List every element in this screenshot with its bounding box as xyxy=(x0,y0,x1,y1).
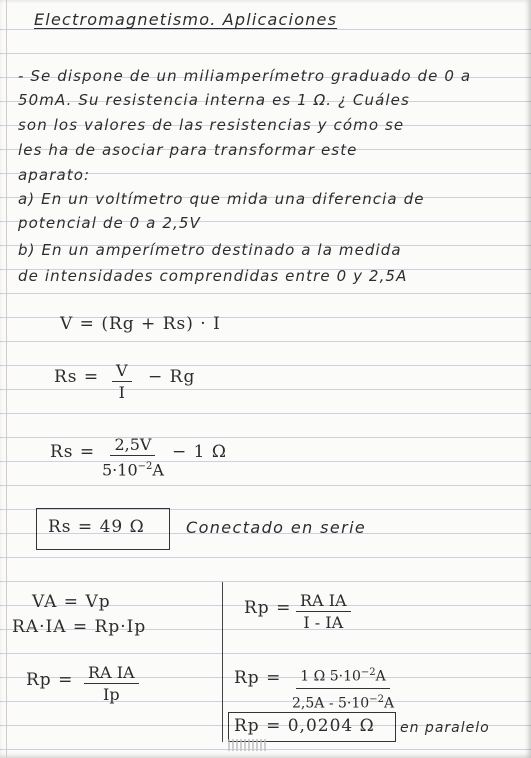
equation-parallel-ohm: RA·IA = Rp·Ip xyxy=(12,617,147,637)
fraction-numerator: V xyxy=(112,360,132,382)
result-rp: Rp = 0,0204 Ω xyxy=(234,716,375,736)
fraction-numerator: RA IA xyxy=(84,662,139,684)
part-b-line-2: de intensidades comprendidas entre 0 y 2,5A xyxy=(18,267,408,285)
part-b-line-1: b) En un amperímetro destinado a la medida xyxy=(18,241,402,259)
fraction-numerator: 2,5V xyxy=(110,434,155,456)
result-rs: Rs = 49 Ω xyxy=(48,517,145,537)
connection-note-series: Conectado en serie xyxy=(186,518,367,537)
problem-line-2: 50mA. Su resistencia interna es 1 Ω. ¿ Cuáles xyxy=(18,91,410,109)
page-title: Electromagnetismo. Aplicaciones xyxy=(34,10,338,29)
fraction-ra-ia-over-i-minus-ia xyxy=(296,590,351,634)
fraction-voltage-over-current xyxy=(98,434,168,481)
equation-minus-rg: − Rg xyxy=(148,367,196,387)
problem-line-4: les ha de asociar para transformar este xyxy=(18,141,358,159)
fraction-ra-ia-over-ip xyxy=(84,662,139,706)
fraction-denominator: I xyxy=(118,383,125,402)
problem-line-5: aparato: xyxy=(18,166,91,184)
part-a-line-2: potencial de 0 a 2,5V xyxy=(18,214,201,232)
fraction-v-over-i xyxy=(112,360,132,404)
equation-rs-values-lhs: Rs = xyxy=(50,442,96,462)
fraction-denominator: $5\cdot 10^{-2}A$ xyxy=(102,460,164,480)
fraction-denominator: I - IA xyxy=(303,613,344,632)
page-edge-smudge xyxy=(228,739,268,751)
fraction-numerator: RA IA xyxy=(296,590,351,612)
equation-ohm-series: V = (Rg + Rs) · I xyxy=(60,314,221,334)
equation-rp-values-lhs: Rp = xyxy=(234,668,282,688)
problem-line-3: son los valores de las resistencias y cómo se xyxy=(18,116,405,134)
equation-rp-general-lhs: Rp = xyxy=(244,598,292,618)
fraction-denominator: Ip xyxy=(103,685,120,704)
problem-line-1: - Se dispone de un miliamperímetro graduado de 0 a xyxy=(18,67,472,85)
fraction-numerator: 1 Ω $5\cdot 10^{-2}A$ xyxy=(296,662,389,689)
equation-rp-lhs: Rp = xyxy=(26,670,74,690)
fraction-rp-values xyxy=(288,662,398,714)
equation-voltage-equal: VA = Vp xyxy=(32,592,111,612)
connection-note-parallel: en paralelo xyxy=(400,720,490,736)
page-margin-line xyxy=(6,0,7,758)
equation-minus-one-ohm: − 1 Ω xyxy=(172,442,227,462)
equation-rs-lhs: Rs = xyxy=(54,367,100,387)
part-a-line-1: a) En un voltímetro que mida una diferencia de xyxy=(18,190,425,208)
fraction-denominator: $2,5A - 5\cdot 10^{-2}A$ xyxy=(292,693,395,712)
column-divider-brace xyxy=(222,582,223,742)
